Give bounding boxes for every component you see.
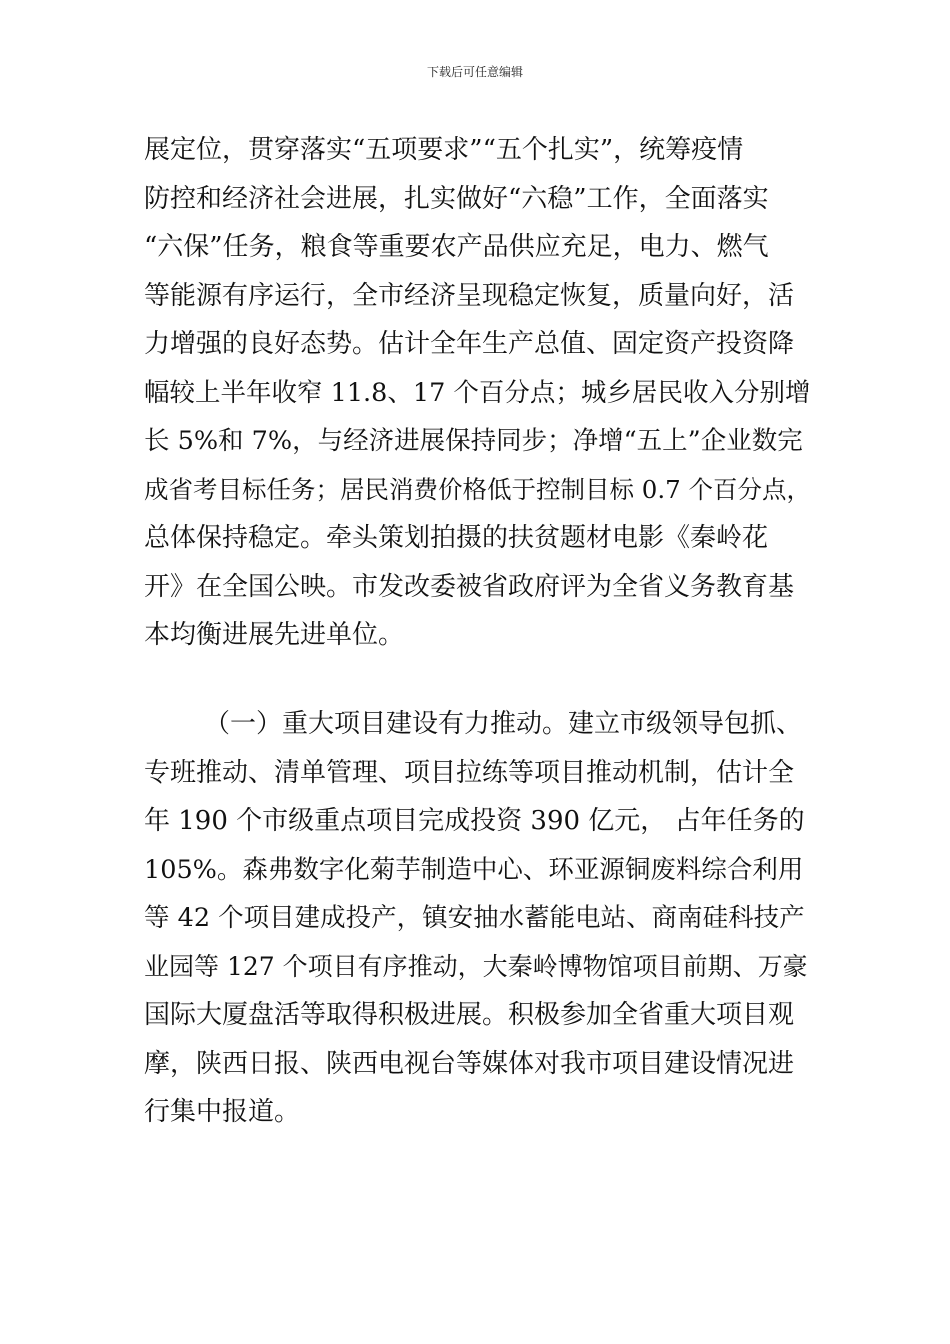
page-header: 下载后可任意编辑	[426, 65, 523, 79]
text-line: 等 42 个项目建成投产，镇安抽水蓄能电站、商南硅科技产	[144, 903, 805, 933]
text-line: 展定位，贯穿落实“五项要求”“五个扎实”，统筹疫情	[144, 135, 744, 165]
section-paragraph	[144, 700, 814, 1137]
text-line: 防控和经济社会进展，扎实做好“六稳”工作，全面落实	[144, 183, 769, 214]
text-line: 摩，陕西日报、陕西电视台等媒体对我市项目建设情况进	[144, 1048, 795, 1079]
text-line: 长 5%和 7%，与经济进展保持同步；净增“五上”企业数完	[144, 426, 803, 456]
text-line: 本均衡进展先进单位。	[144, 620, 405, 650]
section-heading-line: （一）重大项目建设有力推动。建立市级领导包抓、	[204, 709, 803, 739]
text-line: 成省考目标任务；居民消费价格低于控制目标 0.7 个百分点，	[144, 474, 812, 504]
text-line: 专班推动、清单管理、项目拉练等项目推动机制，估计全	[144, 757, 795, 788]
body-paragraph	[144, 126, 814, 660]
text-line: 等能源有序运行，全市经济呈现稳定恢复，质量向好，活	[144, 280, 795, 311]
text-line: 幅较上半年收窄 11.8、17 个百分点；城乡居民收入分别增	[144, 377, 811, 408]
text-line: 业园等 127 个项目有序推动，大秦岭博物馆项目前期、万豪	[144, 951, 808, 981]
text-line: “六保”任务，粮食等重要农产品供应充足，电力、燃气	[144, 232, 769, 262]
text-line: 年 190 个市级重点项目完成投资 390 亿元， 占年任务的	[144, 806, 805, 836]
text-line: 国际大厦盘活等取得积极进展。积极参加全省重大项目观	[144, 1000, 795, 1030]
text-line: 开》在全国公映。市发改委被省政府评为全省义务教育基	[144, 571, 795, 602]
text-line: 105%。森弗数字化菊芋制造中心、环亚源铜废料综合利用	[144, 854, 804, 885]
text-line: 行集中报道。	[144, 1097, 301, 1127]
text-line: 力增强的良好态势。估计全年生产总值、固定资产投资降	[144, 329, 795, 359]
text-line: 总体保持稳定。牵头策划拍摄的扶贫题材电影《秦岭花	[144, 523, 769, 553]
